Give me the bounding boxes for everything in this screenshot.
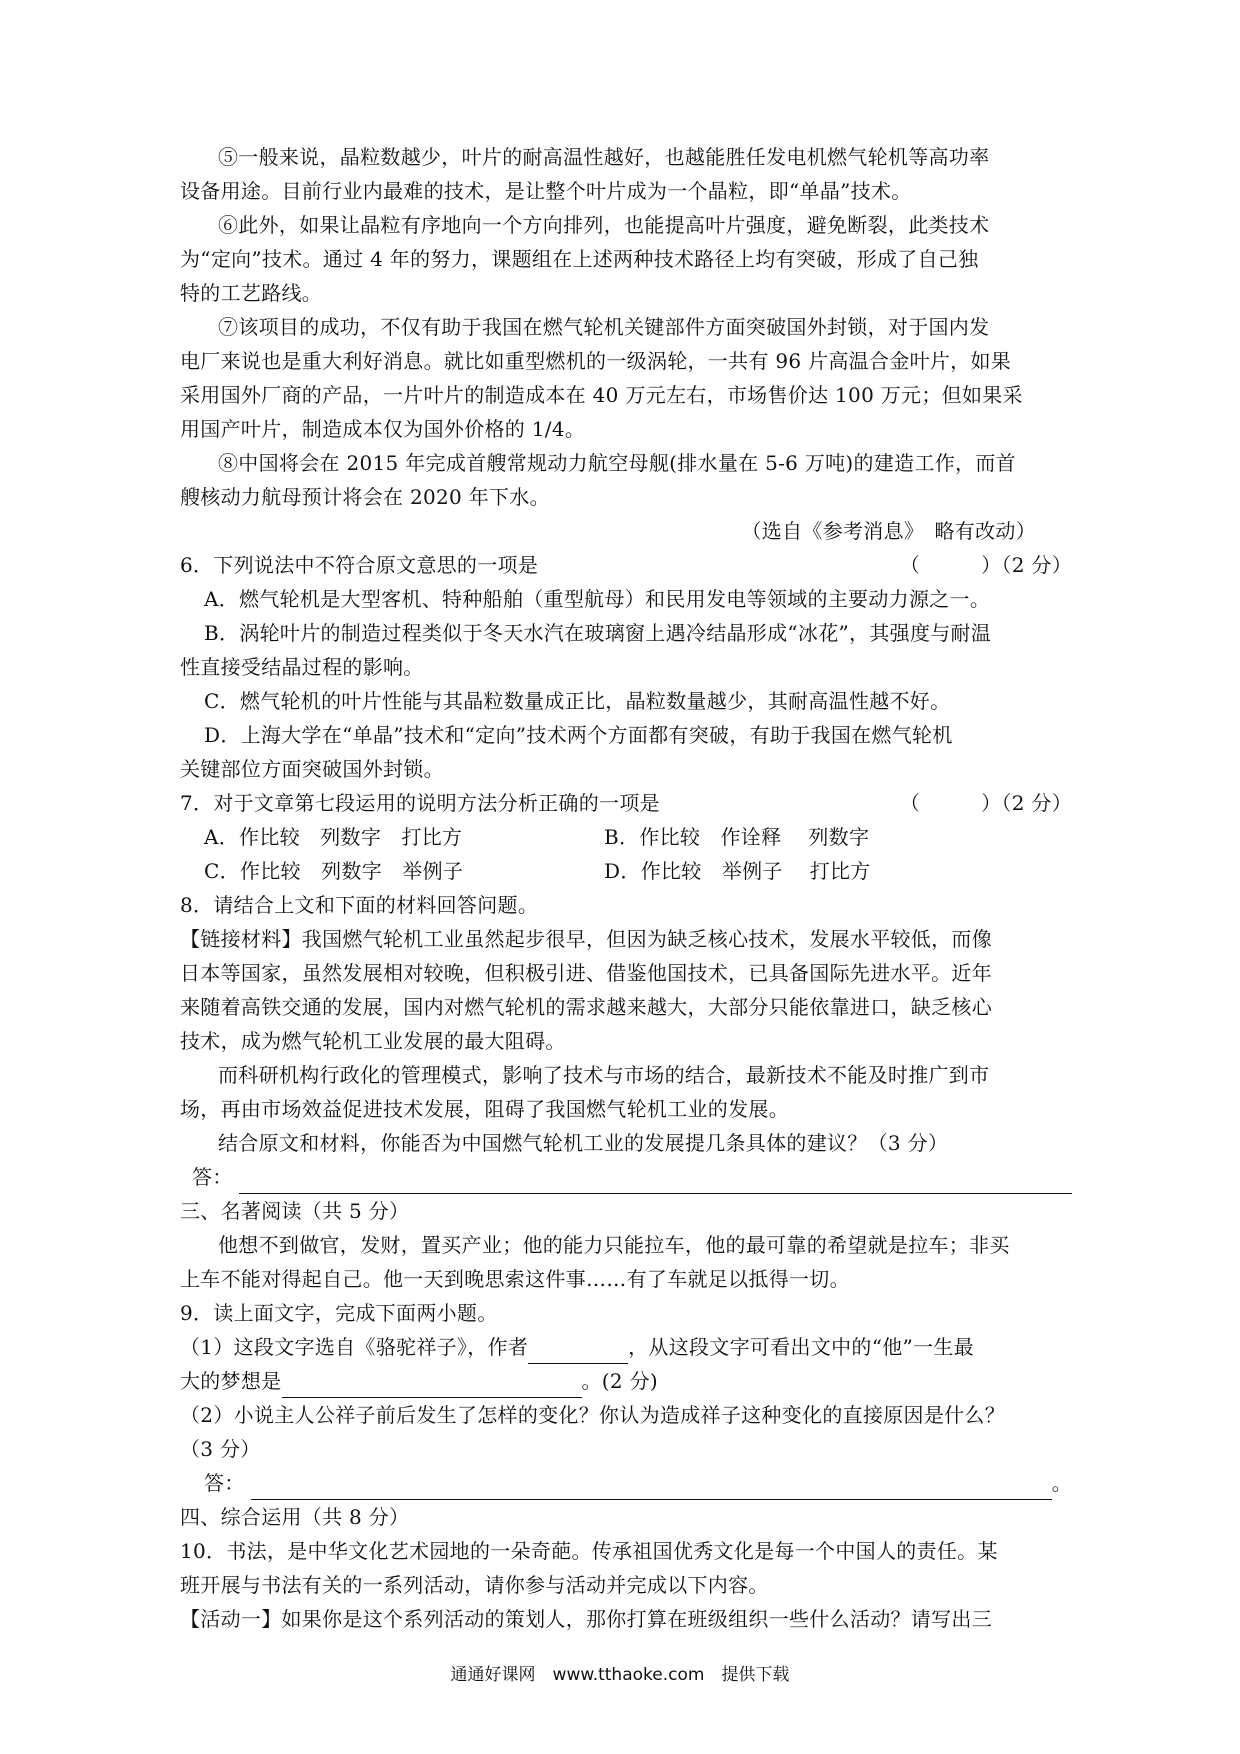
page-footer: 通通好课网 www.tthaoke.com 提供下载 (450, 1665, 790, 1685)
q8-answer-row (180, 1160, 1072, 1194)
q9-1-text-c: 大的梦想是 (180, 1369, 282, 1393)
passage-line: ⑦该项目的成功，不仅有助于我国在燃气轮机关键部件方面突破国外封锁，对于国内发 (218, 315, 990, 339)
material-line: 【链接材料】我国燃气轮机工业虽然起步很早，但因为缺乏核心技术，发展水平较低，而像 (180, 927, 992, 951)
q9-answer-end: 。 (1051, 1471, 1072, 1495)
section-3-title: 三、名著阅读（共 5 分） (180, 1199, 410, 1223)
q6-option-d: D．上海大学在“单晶”技术和“定向”技术两个方面都有突破，有助于我国在燃气轮机 (204, 723, 953, 747)
q7-option-c: C．作比较 列数字 举例子 (204, 859, 464, 883)
q9-1-text-a: （1）这段文字选自《骆驼祥子》，作者 (180, 1335, 529, 1359)
question-7-stem: 7．对于文章第七段运用的说明方法分析正确的一项是 (180, 791, 660, 815)
q9-answer-line[interactable] (251, 1473, 1052, 1500)
passage-line: ⑧中国将会在 2015 年完成首艘常规动力航空母舰(排水量在 5-6 万吨)的建造工作，而首 (218, 451, 1016, 475)
q6-option-c: C．燃气轮机的叶片性能与其晶粒数量成正比，晶粒数量越少，其耐高温性越不好。 (204, 689, 951, 713)
question-9-stem: 9．读上面文字，完成下面两小题。 (180, 1301, 498, 1325)
exam-page (180, 140, 1072, 1636)
q6-option-d-cont: 关键部位方面突破国外封锁。 (180, 757, 444, 781)
passage-source: （选自《参考消息》 略有改动） (741, 519, 1036, 543)
question-10-line: 10．书法，是中华文化艺术园地的一朵奇葩。传承祖国优秀文化是每一个中国人的责任。某 (180, 1539, 998, 1563)
material-line: 来随着高铁交通的发展，国内对燃气轮机的需求越来越大，大部分只能依靠进口，缺乏核心 (180, 995, 992, 1019)
q9-1-score: 。(2 分) (581, 1369, 658, 1393)
passage-line: 特的工艺路线。 (180, 281, 323, 305)
question-6-score: （ ）（2 分） (899, 553, 1072, 577)
q7-option-d: D．作比较 举例子 打比方 (604, 859, 871, 883)
q9-1-text-b: ，从这段文字可看出文中的“他”一生最 (628, 1335, 974, 1359)
passage-line: ⑥此外，如果让晶粒有序地向一个方向排列，也能提高叶片强度，避免断裂，此类技术 (218, 213, 990, 237)
question-9-1-cont (180, 1364, 1072, 1398)
q9-author-blank[interactable] (528, 1339, 628, 1364)
q8-answer-label: 答： (192, 1165, 233, 1189)
passage-line: 设备用途。目前行业内最难的技术，是让整个叶片成为一个晶粒，即“单晶”技术。 (180, 179, 912, 203)
material-line: 场，再由市场效益促进技术发展，阻碍了我国燃气轮机工业的发展。 (180, 1097, 789, 1121)
passage-line: ⑤一般来说，晶粒数越少，叶片的耐高温性越好，也越能胜任发电机燃气轮机等高功率 (218, 145, 990, 169)
section-4-title: 四、综合运用（共 8 分） (180, 1505, 410, 1529)
q7-option-a: A．作比较 列数字 打比方 (204, 825, 463, 849)
q8-answer-line[interactable] (239, 1167, 1072, 1194)
material-line: 而科研机构行政化的管理模式，影响了技术与市场的结合，最新技术不能及时推广到市 (218, 1063, 990, 1087)
q6-option-a: A．燃气轮机是大型客机、特种船舶（重型航母）和民用发电等领域的主要动力源之一。 (204, 587, 991, 611)
q7-option-b: B．作比较 作诠释 列数字 (604, 825, 870, 849)
question-9-2: （2）小说主人公祥子前后发生了怎样的变化？你认为造成祥子这种变化的直接原因是什么？ (180, 1403, 1006, 1427)
excerpt-line: 他想不到做官，发财，置买产业；他的能力只能拉车，他的最可靠的希望就是拉车；非买 (218, 1233, 1010, 1257)
q9-answer-row (180, 1466, 1072, 1500)
question-9-1 (180, 1330, 1072, 1364)
material-line: 技术，成为燃气轮机工业发展的最大阻碍。 (180, 1029, 566, 1053)
material-line: 日本等国家，虽然发展相对较晚，但积极引进、借鉴他国技术，已具备国际先进水平。近年 (180, 961, 992, 985)
q9-dream-blank[interactable] (282, 1373, 582, 1398)
passage-line: 采用国外厂商的产品，一片叶片的制造成本在 40 万元左右，市场售价达 100 万元；但如果采 (180, 383, 1023, 407)
q7-options-row-1 (180, 820, 1072, 854)
activity-1: 【活动一】如果你是这个系列活动的策划人，那你打算在班级组织一些什么活动？请写出三 (180, 1607, 992, 1631)
passage-line: 为“定向”技术。通过 4 年的努力，课题组在上述两种技术路径上均有突破，形成了自己独 (180, 247, 979, 271)
question-9-2-score: （3 分） (180, 1437, 261, 1461)
passage-line: 电厂来说也是重大利好消息。就比如重型燃机的一级涡轮，一共有 96 片高温合金叶片，如果 (180, 349, 1012, 373)
q9-answer-label: 答： (204, 1471, 245, 1495)
question-7 (180, 786, 1072, 820)
question-8-stem: 8．请结合上文和下面的材料回答问题。 (180, 893, 539, 917)
question-6-stem: 6．下列说法中不符合原文意思的一项是 (180, 553, 539, 577)
passage-line: 用国产叶片，制造成本仅为国外价格的 1/4。 (180, 417, 586, 441)
passage-line: 艘核动力航母预计将会在 2020 年下水。 (180, 485, 550, 509)
question-8-ask: 结合原文和材料，你能否为中国燃气轮机工业的发展提几条具体的建议？（3 分） (218, 1131, 949, 1155)
question-6 (180, 548, 1072, 582)
q7-options-row-2 (180, 854, 1072, 888)
q6-option-b: B．涡轮叶片的制造过程类似于冬天水汽在玻璃窗上遇冷结晶形成“冰花”，其强度与耐温 (204, 621, 992, 645)
q6-option-b-cont: 性直接受结晶过程的影响。 (180, 655, 424, 679)
question-10-line: 班开展与书法有关的一系列活动，请你参与活动并完成以下内容。 (180, 1573, 769, 1597)
excerpt-line: 上车不能对得起自己。他一天到晚思索这件事……有了车就足以抵得一切。 (180, 1267, 850, 1291)
question-7-score: （ ）（2 分） (899, 791, 1072, 815)
